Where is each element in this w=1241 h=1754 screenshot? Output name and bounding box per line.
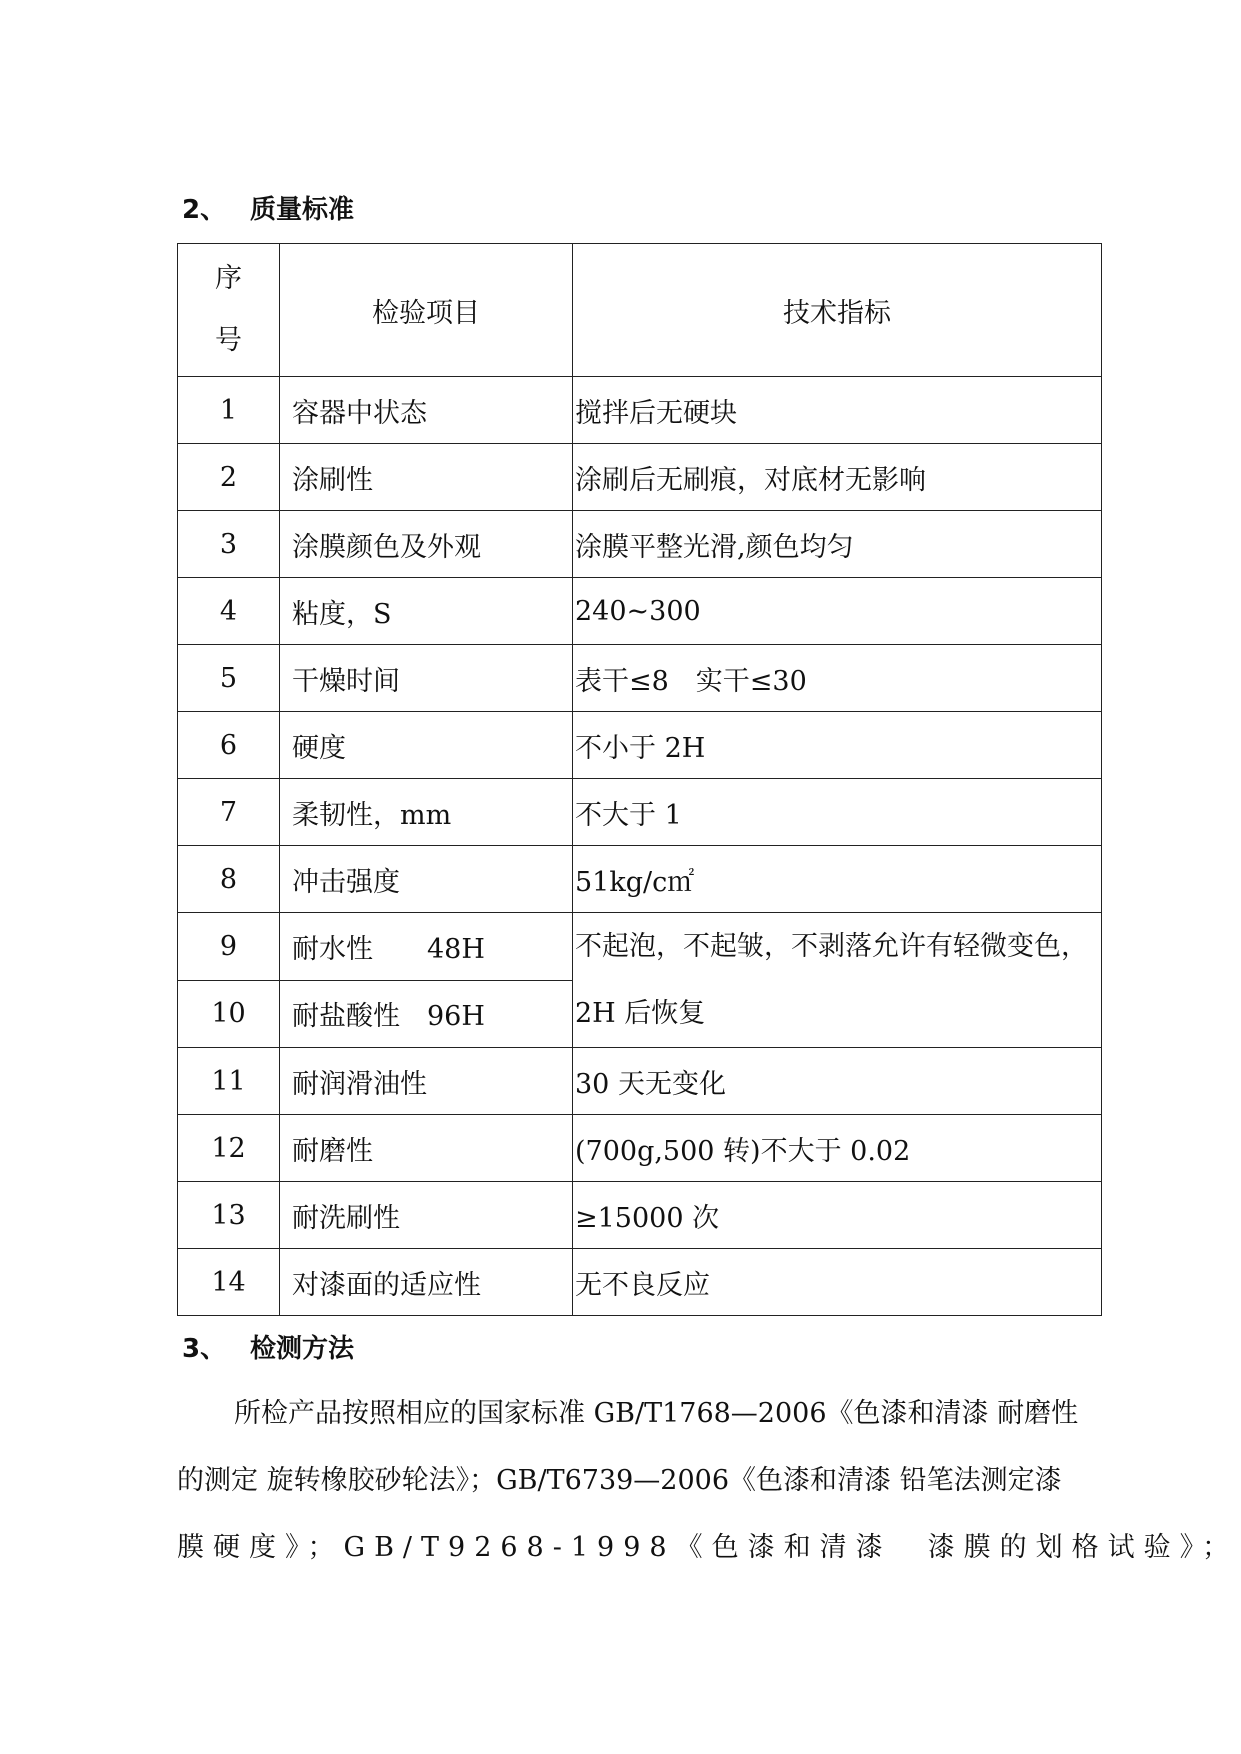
row-number: 10: [178, 980, 280, 1048]
table-row: [178, 913, 1102, 981]
technical-index: 240~300: [573, 578, 1102, 645]
section-number: 3、: [182, 1334, 227, 1364]
technical-index: 涂膜平整光滑,颜色均匀: [573, 511, 1102, 578]
technical-index: 搅拌后无硬块: [573, 377, 1102, 444]
section-number: 2、: [182, 195, 227, 225]
row-number: 3: [178, 511, 280, 578]
section-heading-quality-standard: [182, 193, 354, 227]
section-title: 检测方法: [250, 1334, 355, 1364]
row-number: 12: [178, 1115, 280, 1182]
inspection-item: 耐润滑油性: [280, 1048, 573, 1115]
inspection-item: 容器中状态: [280, 377, 573, 444]
technical-index: 30 天无变化: [573, 1048, 1102, 1115]
table-header-row: [178, 244, 1102, 377]
test-method-paragraph: [177, 1380, 1239, 1581]
row-number: 9: [178, 913, 280, 981]
inspection-item: 耐水性 48H: [280, 913, 573, 981]
row-number: 11: [178, 1048, 280, 1115]
inspection-item: 干燥时间: [280, 645, 573, 712]
table-row: [178, 712, 1102, 779]
row-number: 6: [178, 712, 280, 779]
technical-index: 51kg/c㎡: [573, 846, 1102, 913]
header-technical-index: 技术指标: [573, 244, 1102, 377]
table-row: [178, 377, 1102, 444]
table-row: [178, 1182, 1102, 1249]
row-number: 7: [178, 779, 280, 846]
inspection-item: 对漆面的适应性: [280, 1249, 573, 1316]
inspection-item: 耐洗刷性: [280, 1182, 573, 1249]
table-row: [178, 511, 1102, 578]
table-row: [178, 846, 1102, 913]
row-number: 1: [178, 377, 280, 444]
technical-index: ≥15000 次: [573, 1182, 1102, 1249]
row-number: 5: [178, 645, 280, 712]
row-number: 8: [178, 846, 280, 913]
inspection-item: 冲击强度: [280, 846, 573, 913]
table-row: [178, 1048, 1102, 1115]
table-row: [178, 645, 1102, 712]
quality-standard-table: [177, 243, 1102, 1316]
paragraph-line: 膜硬度》；GB/T9268-1998《色漆和清漆 漆膜的划格试验》；: [177, 1532, 1239, 1563]
technical-index: 表干≤8 实干≤30: [573, 645, 1102, 712]
technical-index: 不大于 1: [573, 779, 1102, 846]
row-number: 13: [178, 1182, 280, 1249]
technical-index: (700g,500 转)不大于 0.02: [573, 1115, 1102, 1182]
technical-index: 不小于 2H: [573, 712, 1102, 779]
technical-index: 涂刷后无刷痕，对底材无影响: [573, 444, 1102, 511]
inspection-item: 粘度，S: [280, 578, 573, 645]
paragraph-line: 所检产品按照相应的国家标准 GB/T1768—2006《色漆和清漆 耐磨性: [234, 1398, 1079, 1429]
inspection-item: 涂刷性: [280, 444, 573, 511]
table-row: [178, 1249, 1102, 1316]
row-number: 14: [178, 1249, 280, 1316]
row-number: 2: [178, 444, 280, 511]
section-heading-test-method: [182, 1332, 354, 1366]
table-row: [178, 1115, 1102, 1182]
table-row: [178, 578, 1102, 645]
inspection-item: 耐盐酸性 96H: [280, 980, 573, 1048]
table-row: [178, 779, 1102, 846]
inspection-item: 涂膜颜色及外观: [280, 511, 573, 578]
technical-index-merged: 不起泡，不起皱，不剥落允许有轻微变色，2H 后恢复: [573, 913, 1102, 1048]
section-title: 质量标准: [250, 195, 355, 225]
inspection-item: 耐磨性: [280, 1115, 573, 1182]
paragraph-line: 的测定 旋转橡胶砂轮法》；GB/T6739—2006《色漆和清漆 铅笔法测定漆: [177, 1465, 1062, 1496]
header-inspection-item: 检验项目: [280, 244, 573, 377]
inspection-item: 柔韧性，mm: [280, 779, 573, 846]
header-serial-number: 序 号: [178, 244, 280, 377]
table-row: [178, 444, 1102, 511]
technical-index: 无不良反应: [573, 1249, 1102, 1316]
row-number: 4: [178, 578, 280, 645]
inspection-item: 硬度: [280, 712, 573, 779]
